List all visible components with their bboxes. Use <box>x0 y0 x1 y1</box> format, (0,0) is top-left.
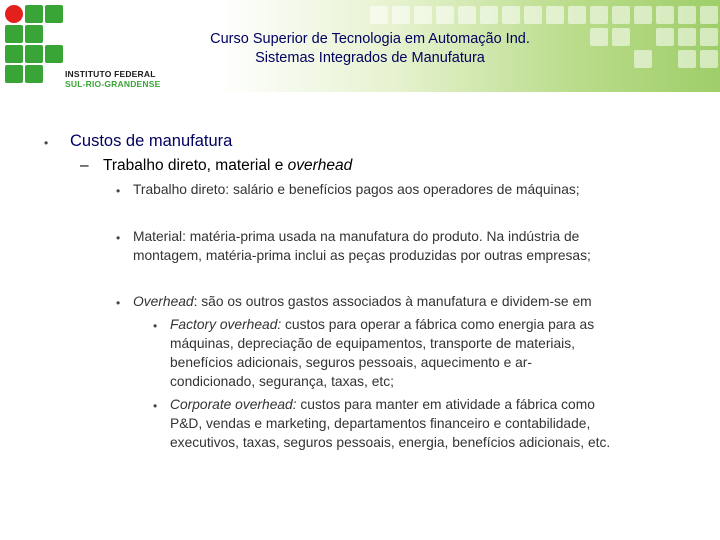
course-subtitle: Sistemas Integrados de Manufatura <box>255 50 485 66</box>
sub-bullet-corporate-line3: executivos, taxas, seguros pessoais, energia, benefícios adicionais, etc. <box>170 435 611 450</box>
logo-name-line2: SUL-RIO-GRANDENSE <box>65 79 161 89</box>
sub-bullet-marker: • <box>153 399 158 413</box>
bullet-marker: • <box>116 184 121 198</box>
bullet-overhead <box>133 294 592 309</box>
sub-bullet-factory-line1 <box>170 317 594 332</box>
sub-bullet-factory-line3: benefícios adicionais, seguros pessoais, aquecimento e ar- <box>170 355 532 370</box>
bullet-overhead-italic: Overhead <box>133 294 194 309</box>
level2-dash: – <box>80 157 89 174</box>
bullet-marker: • <box>116 296 121 310</box>
sub-bullet-factory-text: custos para operar a fábrica como energia para as <box>281 317 595 332</box>
sub-bullet-marker: • <box>153 319 158 333</box>
bullet-overhead-text: : são os outros gastos associados à manufatura e dividem-se em <box>193 294 592 309</box>
level2-heading <box>103 157 352 175</box>
bullet-marker: • <box>116 231 121 245</box>
sub-bullet-corporate-text: custos para manter em atividade a fábrica como <box>296 397 595 412</box>
sub-bullet-corporate-line2: P&D, vendas e marketing, departamentos financeiro e contabilidade, <box>170 416 591 431</box>
course-title: Curso Superior de Tecnologia em Automação Ind. <box>210 31 530 47</box>
level1-heading: Custos de manufatura <box>70 132 233 150</box>
logo-name-line1: INSTITUTO FEDERAL <box>65 69 156 79</box>
bullet-labor: Trabalho direto: salário e benefícios pagos aos operadores de máquinas; <box>133 182 580 197</box>
institute-logo <box>5 5 165 90</box>
sub-bullet-factory-line2: máquinas, depreciação de equipamentos, transporte de materiais, <box>170 336 575 351</box>
bullet-material-line2: montagem, matéria-prima inclui as peças produzidas por outras empresas; <box>133 248 591 263</box>
sub-bullet-factory-line4: condicionado, segurança, taxas, etc; <box>170 374 394 389</box>
sub-bullet-corporate-line1 <box>170 397 595 412</box>
level2-text: Trabalho direto, material e <box>103 157 288 174</box>
level2-italic: overhead <box>287 157 353 174</box>
level1-bullet: • <box>44 136 49 150</box>
sub-bullet-factory-italic: Factory overhead: <box>170 317 282 332</box>
sub-bullet-corporate-italic: Corporate overhead: <box>170 397 297 412</box>
bullet-material-line1: Material: matéria-prima usada na manufatura do produto. Na indústria de <box>133 229 580 244</box>
